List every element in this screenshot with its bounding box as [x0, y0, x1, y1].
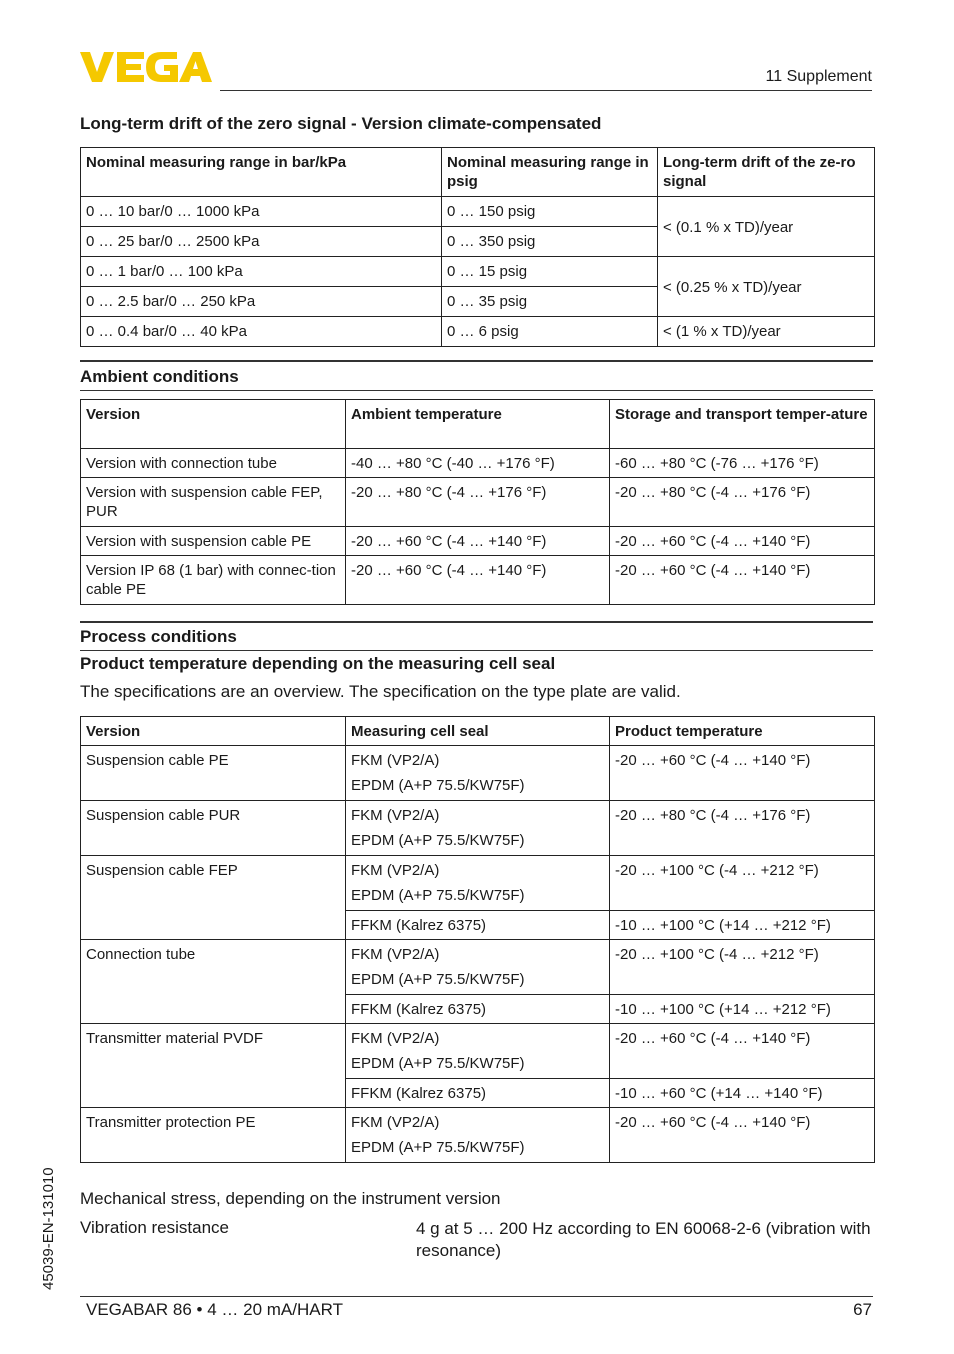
process-seal: FFKM (Kalrez 6375): [346, 1079, 610, 1108]
process-seal: FKM (VP2/A) EPDM (A+P 75.5/KW75F): [346, 801, 610, 856]
header-divider: [220, 90, 872, 91]
drift-cell: 0 … 15 psig: [442, 257, 658, 287]
process-temp: -20 … +60 °C (-4 … +140 °F): [610, 746, 875, 801]
process-temp: -10 … +60 °C (+14 … +140 °F): [610, 1079, 875, 1108]
process-version: Connection tube: [81, 940, 346, 1024]
process-version: Suspension cable PUR: [81, 801, 346, 856]
vibration-value: 4 g at 5 … 200 Hz according to EN 60068-2-6 (vibration with resonance): [416, 1219, 871, 1260]
section-divider: [80, 360, 873, 362]
footer-product: VEGABAR 86 • 4 … 20 mA/HART: [86, 1300, 343, 1319]
process-temp: -10 … +100 °C (+14 … +212 °F): [610, 995, 875, 1024]
process-subtitle: Product temperature depending on the measuring cell seal: [80, 654, 556, 673]
drift-cell: 0 … 35 psig: [442, 287, 658, 317]
section-divider: [80, 621, 873, 623]
document-id: 45039-EN-131010: [40, 1167, 57, 1290]
ambient-cell: -60 … +80 °C (-76 … +176 °F): [610, 449, 875, 478]
drift-table: [80, 147, 875, 347]
process-seal: FKM (VP2/A) EPDM (A+P 75.5/KW75F): [346, 1024, 610, 1079]
ambient-header-version: Version: [81, 400, 346, 449]
drift-value: < (1 % x TD)/year: [658, 317, 875, 347]
ambient-cell: Version IP 68 (1 bar) with connec-tion cable PE: [81, 556, 346, 605]
process-temp: -20 … +100 °C (-4 … +212 °F): [610, 940, 875, 995]
ambient-table: [80, 399, 875, 605]
process-version: Suspension cable PE: [81, 746, 346, 801]
drift-cell: 0 … 150 psig: [442, 197, 658, 227]
drift-header-drift: Long-term drift of the ze-ro signal: [658, 148, 875, 197]
drift-value: < (0.25 % x TD)/year: [658, 257, 875, 317]
process-header-temp: Product temperature: [610, 717, 875, 746]
drift-cell: 0 … 10 bar/0 … 1000 kPa: [81, 197, 442, 227]
ambient-header-storage: Storage and transport temper-ature: [610, 400, 875, 449]
section-label: 11 Supplement: [765, 68, 872, 85]
process-temp: -20 … +100 °C (-4 … +212 °F): [610, 856, 875, 911]
process-table: [80, 716, 875, 1163]
ambient-header-temp: Ambient temperature: [346, 400, 610, 449]
drift-value: < (0.1 % x TD)/year: [658, 197, 875, 257]
ambient-cell: -20 … +60 °C (-4 … +140 °F): [610, 527, 875, 556]
process-version: Transmitter material PVDF: [81, 1024, 346, 1108]
drift-cell: 0 … 2.5 bar/0 … 250 kPa: [81, 287, 442, 317]
process-header-seal: Measuring cell seal: [346, 717, 610, 746]
page-number: 67: [853, 1300, 872, 1319]
process-seal: FKM (VP2/A) EPDM (A+P 75.5/KW75F): [346, 746, 610, 801]
drift-header-range-psig: Nominal measuring range in psig: [442, 148, 658, 197]
process-intro: The specifications are an overview. The specification on the type plate are valid.: [80, 682, 681, 701]
process-seal: FFKM (Kalrez 6375): [346, 911, 610, 940]
drift-cell: 0 … 1 bar/0 … 100 kPa: [81, 257, 442, 287]
process-title: Process conditions: [80, 627, 237, 646]
footer-divider: [80, 1296, 873, 1297]
section-divider: [80, 650, 873, 651]
ambient-cell: -20 … +60 °C (-4 … +140 °F): [610, 556, 875, 605]
ambient-cell: Version with suspension cable PE: [81, 527, 346, 556]
drift-cell: 0 … 0.4 bar/0 … 40 kPa: [81, 317, 442, 347]
ambient-cell: -20 … +80 °C (-4 … +176 °F): [610, 478, 875, 527]
process-temp: -10 … +100 °C (+14 … +212 °F): [610, 911, 875, 940]
vega-logo: [80, 50, 212, 84]
mechanical-title: Mechanical stress, depending on the instrument version: [80, 1189, 501, 1208]
ambient-cell: -20 … +80 °C (-4 … +176 °F): [346, 478, 610, 527]
drift-title: Long-term drift of the zero signal - Version climate-compensated: [80, 114, 602, 133]
process-seal: FKM (VP2/A) EPDM (A+P 75.5/KW75F): [346, 940, 610, 995]
section-divider: [80, 390, 873, 391]
ambient-cell: -20 … +60 °C (-4 … +140 °F): [346, 556, 610, 605]
vibration-label: Vibration resistance: [80, 1218, 229, 1237]
drift-cell: 0 … 350 psig: [442, 227, 658, 257]
ambient-title: Ambient conditions: [80, 367, 239, 386]
drift-cell: 0 … 25 bar/0 … 2500 kPa: [81, 227, 442, 257]
process-header-version: Version: [81, 717, 346, 746]
process-version: Suspension cable FEP: [81, 856, 346, 940]
drift-cell: 0 … 6 psig: [442, 317, 658, 347]
process-temp: -20 … +80 °C (-4 … +176 °F): [610, 801, 875, 856]
ambient-cell: Version with suspension cable FEP, PUR: [81, 478, 346, 527]
process-temp: -20 … +60 °C (-4 … +140 °F): [610, 1024, 875, 1079]
ambient-cell: Version with connection tube: [81, 449, 346, 478]
process-seal: FFKM (Kalrez 6375): [346, 995, 610, 1024]
process-temp: -20 … +60 °C (-4 … +140 °F): [610, 1108, 875, 1163]
process-seal: FKM (VP2/A) EPDM (A+P 75.5/KW75F): [346, 856, 610, 911]
process-version: Transmitter protection PE: [81, 1108, 346, 1163]
ambient-cell: -20 … +60 °C (-4 … +140 °F): [346, 527, 610, 556]
process-seal: FKM (VP2/A) EPDM (A+P 75.5/KW75F): [346, 1108, 610, 1163]
ambient-cell: -40 … +80 °C (-40 … +176 °F): [346, 449, 610, 478]
drift-header-range-bar: Nominal measuring range in bar/kPa: [81, 148, 442, 197]
